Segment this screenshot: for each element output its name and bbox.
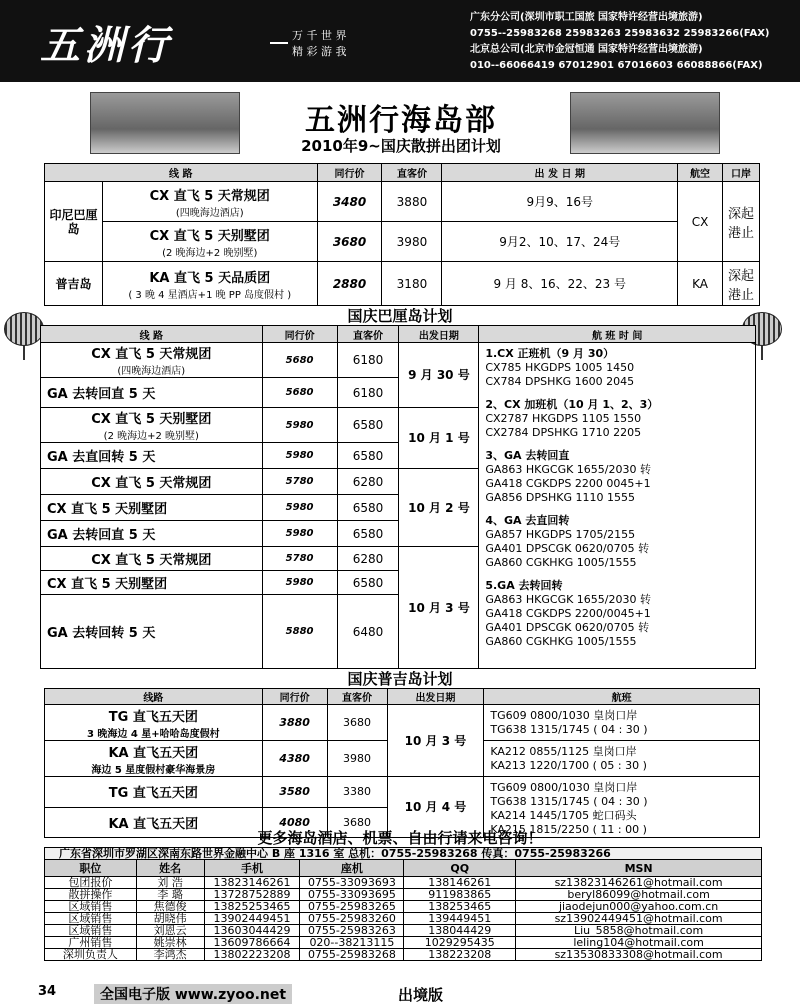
departure-date: 10 月 3 号	[399, 547, 479, 669]
route-note: (2 晚海边+2 晚别墅)	[103, 431, 199, 442]
retail-price: 6180	[337, 378, 399, 408]
table-row	[41, 343, 756, 378]
page-number: 34	[38, 984, 57, 999]
section-title-bali: 国庆巴厘岛计划	[347, 307, 453, 325]
route-name: CX 直飞 5 天别墅团	[41, 495, 263, 521]
staff-contact-table	[44, 847, 762, 961]
route-note: (四晚海边酒店)	[117, 366, 186, 377]
route-cell	[102, 222, 317, 262]
cell: 刘恩云	[136, 925, 204, 937]
flight-line: KA214 1445/1705 蛇口码头	[490, 809, 637, 822]
col-mobile: 手机	[204, 860, 300, 877]
flight-line: GA418 CGKDPS 2200/0045+1	[485, 607, 651, 620]
retail-price: 3680	[327, 807, 387, 838]
flight-line: GA863 HKGCGK 1655/2030 转	[485, 463, 651, 476]
contact-line: 广东分公司(深圳市职工国旅 国家特许经营出境旅游)	[470, 12, 703, 23]
cell: 区域销售	[45, 901, 137, 913]
route-name: GA 去转回直 5 天	[41, 378, 263, 408]
site-link[interactable]: 全国电子版 www.zyoo.net	[94, 984, 292, 1004]
flight-line: GA863 HKGCGK 1655/2030 转	[485, 593, 651, 606]
cell: 911983865	[404, 889, 516, 901]
route-name: CX 直飞 5 天常规团	[41, 469, 263, 495]
flight-cell	[484, 705, 760, 741]
route-cell	[45, 705, 263, 741]
route-name: CX 直飞 5 天常规团	[149, 188, 270, 204]
cell: leling104@hotmail.com	[516, 937, 762, 949]
cell: 李 璐	[136, 889, 204, 901]
agent-price: 3680	[317, 222, 382, 262]
flight-line: KA213 1220/1700 ( 05 : 30 )	[490, 759, 647, 772]
cell: 13823146261	[204, 877, 300, 889]
table-row	[45, 777, 760, 808]
september-schedule-table	[44, 163, 760, 306]
cell: 020--38213115	[300, 937, 404, 949]
cell: 0755-25983260	[300, 913, 404, 925]
cell: jiaodejun000@yahoo.com.cn	[516, 901, 762, 913]
agent-price: 2880	[317, 262, 382, 306]
table-row	[45, 925, 762, 937]
page-subtitle: 2010年9~国庆散拼出团计划	[301, 137, 501, 155]
col-name: 姓名	[136, 860, 204, 877]
cell: 13902449451	[204, 913, 300, 925]
col-retail-price: 直客价	[382, 164, 442, 182]
retail-price: 6280	[337, 469, 399, 495]
page-footer	[0, 984, 800, 1004]
cell: 胡晓伟	[136, 913, 204, 925]
departure-dates: 9月9、16号	[442, 182, 678, 222]
agent-price: 3580	[262, 777, 327, 808]
flight-group	[485, 449, 755, 505]
agent-price: 5780	[262, 547, 337, 571]
route-note: 3 晚海边 4 星+哈哈岛度假村	[86, 728, 220, 740]
retail-price: 6580	[337, 571, 399, 595]
route-name: CX 直飞 5 天常规团	[41, 547, 263, 571]
route-name: CX 直飞 5 天别墅团	[91, 412, 212, 427]
cell: 0755-25983268	[300, 949, 404, 961]
col-agent-price: 同行价	[262, 326, 337, 343]
cell: 深圳负责人	[45, 949, 137, 961]
table-header	[45, 689, 760, 705]
contact-info	[470, 10, 770, 74]
cell: 0755-25983265	[300, 901, 404, 913]
cell: sz13823146261@hotmail.com	[516, 877, 762, 889]
route-name: KA 直飞五天团	[45, 807, 263, 838]
flight-line: GA401 DPSCGK 0620/0705 转	[485, 621, 650, 634]
beach-photo-left	[90, 92, 240, 154]
agent-price: 5980	[262, 571, 337, 595]
phuket-national-day-table	[44, 688, 760, 838]
flight-group	[485, 347, 755, 389]
retail-price: 6580	[337, 443, 399, 469]
destination-phuket: 普吉岛	[45, 262, 103, 306]
flight-group-title: 1.CX 正班机（9 月 30）	[485, 347, 615, 360]
slogan	[292, 28, 347, 60]
table-header	[45, 164, 760, 182]
flight-line: GA418 CGKDPS 2200 0045+1	[485, 477, 651, 490]
flight-schedule	[479, 343, 756, 669]
contact-line: 010--66066419 67012901 67016603 66088866(FAX)	[470, 60, 763, 71]
retail-price: 3680	[327, 705, 387, 741]
flight-line: TG609 0800/1030 皇岗口岸	[490, 781, 638, 794]
flight-line: KA212 0855/1125 皇岗口岸	[490, 745, 637, 758]
cell: 散拼操作	[45, 889, 137, 901]
retail-price: 6580	[337, 521, 399, 547]
cell: 138146261	[404, 877, 516, 889]
cell: 0755-25983263	[300, 925, 404, 937]
cell: 138044429	[404, 925, 516, 937]
agent-price: 5980	[262, 495, 337, 521]
retail-price: 6180	[337, 343, 399, 378]
retail-price: 3180	[382, 262, 442, 306]
cell: 139449451	[404, 913, 516, 925]
table-row	[45, 877, 762, 889]
route-name: CX 直飞 5 天常规团	[91, 347, 212, 362]
col-retail-price: 直客价	[327, 689, 387, 705]
route-cell	[45, 741, 263, 777]
route-name: GA 去转回转 5 天	[41, 595, 263, 669]
departure-date: 10 月 2 号	[399, 469, 479, 547]
route-name: CX 直飞 5 天别墅团	[41, 571, 263, 595]
col-dates: 出 发 日 期	[442, 164, 678, 182]
retail-price: 6480	[337, 595, 399, 669]
agent-price: 5980	[262, 443, 337, 469]
departure-date: 10 月 4 号	[387, 777, 484, 838]
cell: 李鸿杰	[136, 949, 204, 961]
address-row	[45, 848, 762, 860]
route-name: KA 直飞 5 天品质团	[149, 270, 271, 286]
flight-line: GA856 DPSHKG 1110 1555	[485, 491, 635, 504]
col-agent-price: 同行价	[317, 164, 382, 182]
cell: Liu_5858@hotmail.com	[516, 925, 762, 937]
route-note: 海边 5 星度假村豪华海景房	[91, 764, 216, 776]
col-route: 线路	[45, 689, 263, 705]
cell: 区域销售	[45, 913, 137, 925]
resort-photo-right	[570, 92, 720, 154]
agent-price: 4380	[262, 741, 327, 777]
retail-price: 6580	[337, 408, 399, 443]
retail-price: 3980	[382, 222, 442, 262]
office-address: 广东省深圳市罗湖区深南东路世界金融中心 B 座 1316 室 总机：0755-25983268 传真：0755-25983266	[45, 848, 762, 860]
retail-price: 6280	[337, 547, 399, 571]
table-row	[45, 937, 762, 949]
airline: CX	[678, 182, 723, 262]
table-row	[45, 889, 762, 901]
flight-line: GA860 CGKHKG 1005/1555	[485, 635, 637, 648]
cell: sz13902449451@hotmail.com	[516, 913, 762, 925]
header-banner	[0, 0, 800, 82]
table-row	[45, 913, 762, 925]
col-dates: 出发日期	[387, 689, 484, 705]
cell: 0755-33093695	[300, 889, 404, 901]
table-header	[45, 860, 762, 877]
port: 深起港止	[722, 182, 759, 262]
cell: 焦德俊	[136, 901, 204, 913]
retail-price: 3880	[382, 182, 442, 222]
table-row	[45, 262, 760, 306]
cell: 13728752889	[204, 889, 300, 901]
flight-line: GA401 DPSCGK 0620/0705 转	[485, 542, 650, 555]
col-agent-price: 同行价	[262, 689, 327, 705]
cell: 包团报价	[45, 877, 137, 889]
agent-price: 3480	[317, 182, 382, 222]
col-flights: 航 班 时 间	[479, 326, 756, 343]
col-retail-price: 直客价	[337, 326, 399, 343]
slogan-rule	[270, 42, 288, 44]
cell: 138223208	[404, 949, 516, 961]
flight-line: GA860 CGKHKG 1005/1555	[485, 556, 637, 569]
route-cell	[102, 182, 317, 222]
lantern-icon	[4, 312, 44, 346]
flight-group-title: 2、CX 加班机（10 月 1、2、3）	[485, 398, 659, 411]
route-name: GA 去转回直 5 天	[41, 521, 263, 547]
cell: 13603044429	[204, 925, 300, 937]
col-msn: MSN	[516, 860, 762, 877]
cell: 刘 浩	[136, 877, 204, 889]
flight-group-title: 3、GA 去转回直	[485, 449, 570, 462]
route-cell	[41, 408, 263, 443]
flight-group	[485, 514, 755, 570]
flight-line: GA857 HKGDPS 1705/2155	[485, 528, 636, 541]
table-row	[45, 901, 762, 913]
bali-national-day-table	[40, 325, 756, 669]
flight-line: CX785 HKGDPS 1005 1450	[485, 361, 635, 374]
cell: 13609786664	[204, 937, 300, 949]
flight-group-title: 5.GA 去转回转	[485, 579, 563, 592]
flight-cell	[484, 741, 760, 777]
agent-price: 5680	[262, 343, 337, 378]
flight-group	[485, 579, 755, 649]
agent-price: 5980	[262, 408, 337, 443]
route-name: CX 直飞 5 天别墅团	[149, 228, 270, 244]
cell: 138253465	[404, 901, 516, 913]
slogan-line-1: 万 千 世 界	[292, 29, 347, 42]
col-route: 线 路	[45, 164, 318, 182]
company-logo: 五洲行	[40, 22, 172, 69]
route-note: (2 晚海边+2 晚别墅)	[162, 247, 258, 259]
departure-date: 9 月 30 号	[399, 343, 479, 408]
route-note: ( 3 晚 4 星酒店+1 晚 PP 岛度假村 )	[128, 289, 292, 301]
slogan-line-2: 精 彩 游 我	[292, 45, 347, 58]
col-route: 线 路	[41, 326, 263, 343]
route-cell	[41, 343, 263, 378]
agent-price: 5780	[262, 469, 337, 495]
col-airline: 航空	[678, 164, 723, 182]
departure-date: 10 月 1 号	[399, 408, 479, 469]
cell: sz13530833308@hotmail.com	[516, 949, 762, 961]
agent-price: 5880	[262, 595, 337, 669]
route-note: (四晚海边酒店)	[175, 207, 244, 219]
retail-price: 3980	[327, 741, 387, 777]
departure-date: 10 月 3 号	[387, 705, 484, 777]
cell: 13825253465	[204, 901, 300, 913]
page-title: 五洲行海岛部	[305, 103, 497, 138]
agent-price: 5980	[262, 521, 337, 547]
col-position: 职位	[45, 860, 137, 877]
flight-line: TG609 0800/1030 皇岗口岸	[490, 709, 638, 722]
departure-dates: 9月2、10、17、24号	[442, 222, 678, 262]
cell: 1029295435	[404, 937, 516, 949]
airline: KA	[678, 262, 723, 306]
cell: 区域销售	[45, 925, 137, 937]
section-title-phuket: 国庆普吉岛计划	[347, 670, 453, 688]
cell: 广州销售	[45, 937, 137, 949]
table-row	[45, 182, 760, 222]
flight-line: TG638 1315/1745 ( 04 : 30 )	[490, 795, 648, 808]
flight-line: CX2787 HKGDPS 1105 1550	[485, 412, 642, 425]
contact-line: 北京总公司(北京市金冠恒通 国家特许经营出境旅游)	[470, 44, 703, 55]
flight-line: CX2784 DPSHKG 1710 2205	[485, 426, 642, 439]
agent-price: 4080	[262, 807, 327, 838]
table-row	[45, 222, 760, 262]
contact-line: 0755--25983268 25983263 25983632 25983266(FAX)	[470, 28, 770, 39]
cell: 13802223208	[204, 949, 300, 961]
flight-group-title: 4、GA 去直回转	[485, 514, 570, 527]
cell: beryl86099@hotmail.com	[516, 889, 762, 901]
port: 深起港止	[722, 262, 759, 306]
table-row	[45, 705, 760, 741]
col-flights: 航班	[484, 689, 760, 705]
flight-line: CX784 DPSHKG 1600 2045	[485, 375, 635, 388]
agent-price: 5680	[262, 378, 337, 408]
route-cell	[102, 262, 317, 306]
flight-line: TG638 1315/1745 ( 04 : 30 )	[490, 723, 648, 736]
table-header	[41, 326, 756, 343]
destination-bali: 印尼巴厘岛	[45, 182, 103, 262]
table-row	[45, 949, 762, 961]
departure-dates: 9 月 8、16、22、23 号	[442, 262, 678, 306]
agent-price: 3880	[262, 705, 327, 741]
retail-price: 3380	[327, 777, 387, 808]
retail-price: 6580	[337, 495, 399, 521]
route-name: GA 去直回转 5 天	[41, 443, 263, 469]
col-landline: 座机	[300, 860, 404, 877]
route-name: TG 直飞五天团	[45, 777, 263, 808]
route-name: TG 直飞五天团	[108, 709, 198, 725]
cell: 0755-33093693	[300, 877, 404, 889]
col-qq: QQ	[404, 860, 516, 877]
consult-callout: 更多海岛酒店、机票、自由行请来电咨询！	[257, 829, 543, 847]
col-port: 口岸	[722, 164, 759, 182]
flight-group	[485, 398, 755, 440]
section-label: 出境版	[398, 986, 444, 1004]
route-name: KA 直飞五天团	[108, 745, 199, 761]
cell: 姚崇林	[136, 937, 204, 949]
flight-line: KA215 1815/2250 ( 11 : 00 )	[490, 823, 647, 836]
col-dates: 出发日期	[399, 326, 479, 343]
